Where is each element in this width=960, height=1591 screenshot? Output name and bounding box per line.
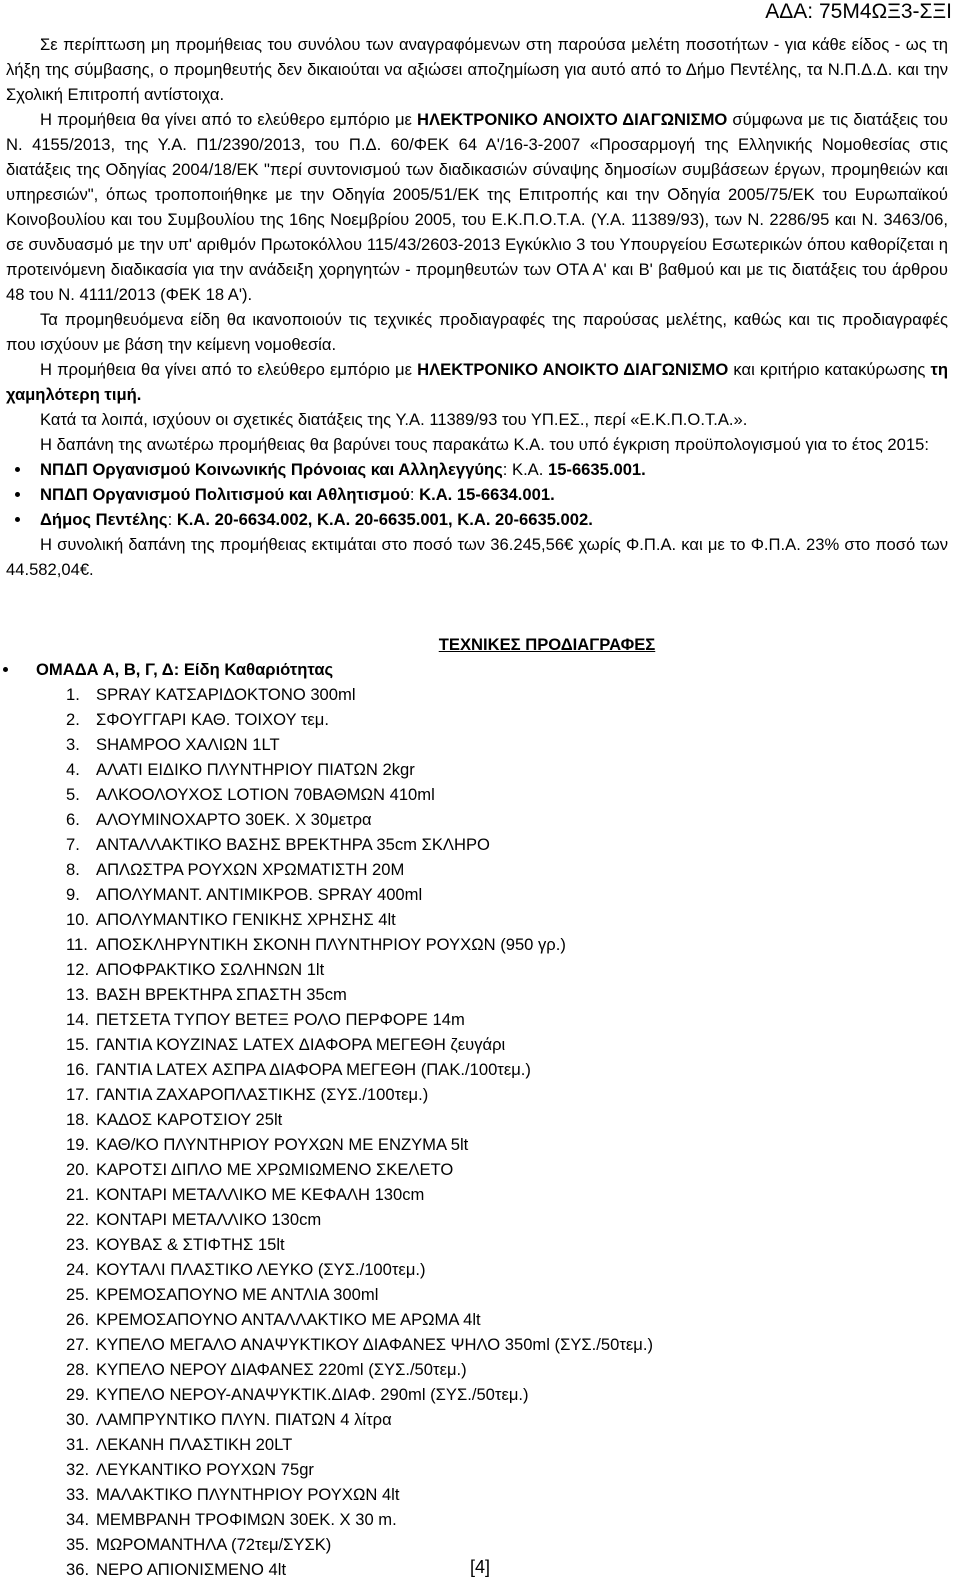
item-number: 30. <box>66 1410 90 1429</box>
item-text: ΚΑΔΟΣ ΚΑΡΟΤΣΙΟΥ 25lt <box>96 1110 283 1129</box>
page-number: [4] <box>469 1557 490 1577</box>
item-text: ΠΕΤΣΕΤΑ ΤΥΠΟΥ ΒΕΤΕΞ ΡΟΛΟ ΠΕΡΦΟΡΕ 14m <box>96 1010 465 1029</box>
spec-item <box>66 1257 948 1282</box>
item-text: SHAMPOO ΧΑΛΙΩΝ 1LT <box>96 735 280 754</box>
budget-item <box>32 457 948 482</box>
item-text: ΜΕΜΒΡΑΝΗ ΤΡΟΦΙΜΩΝ 30ΕΚ. Χ 30 m. <box>96 1510 397 1529</box>
item-number: 34. <box>66 1510 90 1529</box>
spec-item <box>66 1432 948 1457</box>
item-number: 23. <box>66 1235 90 1254</box>
item-text: ΑΝΤΑΛΛΑΚΤΙΚΟ ΒΑΣΗΣ ΒΡΕΚΤΗΡΑ 35cm ΣΚΛΗΡΟ <box>96 835 490 854</box>
item-number: 12. <box>66 960 90 979</box>
bold-span: ΗΛΕΚΤΡΟΝΙΚΟ ΑΝΟΙΧΤΟ ΔΙΑΓΩΝΙΣΜΟ <box>417 110 728 129</box>
spec-item <box>66 1157 948 1182</box>
spec-item <box>66 1107 948 1132</box>
item-number: 36. <box>66 1560 90 1579</box>
budget-item <box>32 482 948 507</box>
item-number: 26. <box>66 1310 90 1329</box>
spec-item <box>66 1457 948 1482</box>
spec-item <box>66 832 948 857</box>
item-number: 21. <box>66 1185 90 1204</box>
item-text: ΛΕΚΑΝΗ ΠΛΑΣΤΙΚΗ 20LT <box>96 1435 293 1454</box>
bold-span: Κ.Α. 20-6634.002, Κ.Α. 20-6635.001, Κ.Α. 20-6635.002. <box>176 510 593 529</box>
item-text: ΚΥΠΕΛΟ ΜΕΓΑΛΟ ΑΝΑΨΥΚΤΙΚΟΥ ΔΙΑΦΑΝΕΣ ΨΗΛΟ 350ml (ΣΥΣ./50τεμ.) <box>96 1335 653 1354</box>
spec-item <box>66 1482 948 1507</box>
spec-item <box>66 982 948 1007</box>
text-span: και κριτήριο κατακύρωσης <box>728 360 931 379</box>
item-number: 16. <box>66 1060 90 1079</box>
spec-item <box>66 1507 948 1532</box>
bold-span: ΝΠΔΠ Οργανισμού Πολιτισμού και Αθλητισμού <box>40 485 410 504</box>
spec-item <box>66 1032 948 1057</box>
spec-item <box>66 782 948 807</box>
spec-item <box>66 1132 948 1157</box>
spec-item <box>66 757 948 782</box>
paragraph-no-compensation: Σε περίπτωση μη προμήθειας του συνόλου των αναγραφόμενων στη παρούσα μελέτη ποσοτήτων - για κάθε είδος - ως τη λήξη της σύμβασης, ο προμηθευτής δεν δικαιούται να αξιώσει αποζημίωση για αυτό από το Δήμο Πεντέλης, τα Ν.Π.Δ.Δ. και την Σχολική Επιτροπή αντίστοιχα. <box>6 35 948 104</box>
spec-item <box>66 732 948 757</box>
item-text: ΒΑΣΗ ΒΡΕΚΤΗΡΑ ΣΠΑΣΤΗ 35cm <box>96 985 347 1004</box>
spec-item <box>66 1407 948 1432</box>
group-list <box>6 657 948 682</box>
item-number: 13. <box>66 985 90 1004</box>
spec-item <box>66 1282 948 1307</box>
bold-span: Κ.Α. 15-6634.001. <box>419 485 555 504</box>
item-number: 14. <box>66 1010 90 1029</box>
text-span: : <box>167 510 177 529</box>
document-body <box>6 32 948 1582</box>
item-number: 5. <box>66 785 80 804</box>
item-number: 7. <box>66 835 80 854</box>
item-text: ΑΠΛΩΣΤΡΑ ΡΟΥΧΩΝ ΧΡΩΜΑΤΙΣΤΗ 20Μ <box>96 860 405 879</box>
item-number: 19. <box>66 1135 90 1154</box>
spec-item <box>66 1332 948 1357</box>
spec-item <box>66 1307 948 1332</box>
ada-code: ΑΔΑ: 75Μ4ΩΞ3-ΣΞΙ <box>765 0 952 23</box>
item-number: 3. <box>66 735 80 754</box>
text-span: Η προμήθεια θα γίνει από το ελεύθερο εμπόριο με <box>40 360 418 379</box>
item-number: 20. <box>66 1160 90 1179</box>
item-text: ΓΑΝΤΙΑ ΚΟΥΖΙΝΑΣ LATEX ΔΙΑΦΟΡΑ ΜΕΓΕΘΗ ζευγάρι <box>96 1035 506 1054</box>
item-text: ΚΑΡΟΤΣΙ ΔΙΠΛΟ ΜΕ ΧΡΩΜΙΩΜΕΝΟ ΣΚΕΛΕΤΟ <box>96 1160 454 1179</box>
item-text: ΑΠΟΛΥΜΑΝΤ. ΑΝΤΙΜΙΚΡΟΒ. SPRAY 400ml <box>96 885 423 904</box>
item-text: ΚΥΠΕΛΟ ΝΕΡΟΥ ΔΙΑΦΑΝΕΣ 220ml (ΣΥΣ./50τεμ.) <box>96 1360 467 1379</box>
item-number: 15. <box>66 1035 90 1054</box>
spec-item <box>66 932 948 957</box>
item-number: 28. <box>66 1360 90 1379</box>
spec-item <box>66 1532 948 1557</box>
item-number: 35. <box>66 1535 90 1554</box>
group-title: ΟΜΑΔΑ Α, Β, Γ, Δ: Είδη Καθαριότητας <box>36 660 334 679</box>
spec-item <box>66 1232 948 1257</box>
spec-item <box>66 807 948 832</box>
text-span: σύμφωνα με τις διατάξεις του Ν. 4155/2013, της Υ.Α. Π1/2390/2013, του Π.Δ. 60/ΦΕΚ 64 Α'/16-3-2007 «Προσαρμογή της Ελληνικής Νομοθεσίας στις διατάξεις της Οδηγίας 2004/18/ΕΚ "περί συντονισμού των διαδικασιών σύναψης δημοσίων συμβάσεων έργων, προμηθειών και υπηρεσιών", όπως τροποποιήθηκε με την Οδηγία 2005/51/ΕΚ της Επιτροπής και την Οδηγία 2005/75/ΕΚ του Ευρωπαϊκού Κοινοβουλίου και του Συμβουλίου της 16ης Νοεμβρίου 2005, του Ε.Κ.Π.Ο.Τ.Α. (Υ.Α. 11389/93), των Ν. 2286/95 και Ν. 3463/06, σε συνδυασμό με την υπ' αριθμόν Πρωτοκόλλου 115/43/2603-2013 Εγκύκλιο 3 του Υπουργείου Εσωτερικών όπου καθορίζεται η προτεινόμενη διαδικασία για την ανάδειξη χορηγητών - προμηθευτών των ΟΤΑ Α' και Β' βαθμού και με τις διατάξεις του άρθρου 48 του Ν. 4111/2013 (ΦΕΚ 18 Α'). <box>6 110 948 304</box>
item-text: SPRAY ΚΑΤΣΑΡΙΔΟΚΤΟΝΟ 300ml <box>96 685 356 704</box>
item-text: ΚΟΝΤΑΡΙ ΜΕΤΑΛΛΙΚΟ 130cm <box>96 1210 322 1229</box>
paragraph-total-cost: Η συνολική δαπάνη της προμήθειας εκτιμάται στο ποσό των 36.245,56€ χωρίς Φ.Π.Α. και με το Φ.Π.Α. 23% στο ποσό των 44.582,04€. <box>6 535 948 579</box>
paragraph-budget-intro: Η δαπάνη της ανωτέρω προμήθειας θα βαρύνει τους παρακάτω Κ.Α. του υπό έγκριση προϋπολογισμού για το έτος 2015: <box>40 435 929 454</box>
spec-item <box>66 882 948 907</box>
item-number: 2. <box>66 710 80 729</box>
item-number: 22. <box>66 1210 90 1229</box>
budget-item <box>32 507 948 532</box>
spec-item <box>66 707 948 732</box>
spec-item <box>66 1382 948 1407</box>
item-number: 33. <box>66 1485 90 1504</box>
item-text: ΚΡΕΜΟΣΑΠΟΥΝΟ ΑΝΤΑΛΛΑΚΤΙΚΟ ΜΕ ΑΡΩΜΑ 4lt <box>96 1310 481 1329</box>
spec-items-list <box>6 682 948 1582</box>
spec-item <box>66 1057 948 1082</box>
paragraph-award-criterion <box>6 357 948 407</box>
spec-item <box>66 907 948 932</box>
item-text: ΑΛΚΟΟΛΟΥΧΟΣ LOTION 70ΒΑΘΜΩΝ 410ml <box>96 785 435 804</box>
item-text: ΑΠΟΣΚΛΗΡΥΝΤΙΚΗ ΣΚΟΝΗ ΠΛΥΝΤΗΡΙΟΥ ΡΟΥΧΩΝ (950 γρ.) <box>96 935 566 954</box>
budget-list <box>6 457 948 532</box>
paragraph-other-provisions: Κατά τα λοιπά, ισχύουν οι σχετικές διατάξεις της Υ.Α. 11389/93 του ΥΠ.ΕΣ., περί «Ε.Κ.Π.Ο.Τ.Α.». <box>40 410 748 429</box>
spec-item <box>66 857 948 882</box>
item-number: 9. <box>66 885 80 904</box>
paragraph-procurement-legal <box>6 107 948 307</box>
item-number: 24. <box>66 1260 90 1279</box>
item-text: ΓΑΝΤΙΑ ΖΑΧΑΡΟΠΛΑΣΤΙΚΗΣ (ΣΥΣ./100τεμ.) <box>96 1085 429 1104</box>
spacer <box>6 582 948 632</box>
bold-span: Δήμος Πεντέλης <box>40 510 168 529</box>
bold-span: 15-6635.001. <box>547 460 646 479</box>
item-text: ΚΑΘ/ΚΟ ΠΛΥΝΤΗΡΙΟΥ ΡΟΥΧΩΝ ΜΕ ΕΝΖΥΜΑ 5lt <box>96 1135 469 1154</box>
spec-item <box>66 1207 948 1232</box>
item-number: 6. <box>66 810 80 829</box>
item-text: ΑΠΟΦΡΑΚΤΙΚΟ ΣΩΛΗΝΩΝ 1lt <box>96 960 325 979</box>
spec-item <box>66 1082 948 1107</box>
item-number: 31. <box>66 1435 90 1454</box>
bold-span: τη χαμηλότερη τιμή. <box>6 360 949 404</box>
item-text: ΚΟΝΤΑΡΙ ΜΕΤΑΛΛΙΚΟ ΜΕ ΚΕΦΑΛΗ 130cm <box>96 1185 425 1204</box>
spec-item <box>66 1357 948 1382</box>
item-number: 27. <box>66 1335 90 1354</box>
text-span: : Κ.Α. <box>502 460 548 479</box>
bold-span: ΝΠΔΠ Οργανισμού Κοινωνικής Πρόνοιας και Αλληλεγγύης <box>40 460 503 479</box>
spec-heading: ΤΕΧΝΙΚΕΣ ΠΡΟΔΙΑΓΡΑΦΕΣ <box>438 635 656 654</box>
item-number: 29. <box>66 1385 90 1404</box>
item-text: ΑΛΟΥΜΙΝΟΧΑΡΤΟ 30ΕΚ. Χ 30μετρα <box>96 810 372 829</box>
item-text: ΛΑΜΠΡΥΝΤΙΚΟ ΠΛΥΝ. ΠΙΑΤΩΝ 4 λίτρα <box>96 1410 392 1429</box>
item-number: 11. <box>66 935 88 954</box>
text-span: Η προμήθεια θα γίνει από το ελεύθερο εμπόριο με <box>40 110 418 129</box>
bold-span: ΗΛΕΚΤΡΟΝΙΚΟ ΑΝΟΙΚΤΟ ΔΙΑΓΩΝΙΣΜΟ <box>417 360 729 379</box>
item-text: ΑΠΟΛΥΜΑΝΤΙΚΟ ΓΕΝΙΚΗΣ ΧΡΗΣΗΣ 4lt <box>96 910 396 929</box>
item-text: ΣΦΟΥΓΓΑΡΙ ΚΑΘ. ΤΟΙΧΟΥ τεμ. <box>96 710 329 729</box>
item-text: ΚΡΕΜΟΣΑΠΟΥΝΟ ΜΕ ΑΝΤΛΙΑ 300ml <box>96 1285 379 1304</box>
group-item <box>20 657 948 682</box>
item-number: 8. <box>66 860 80 879</box>
item-number: 25. <box>66 1285 90 1304</box>
item-text: ΚΟΥΤΑΛΙ ΠΛΑΣΤΙΚΟ ΛΕΥΚΟ (ΣΥΣ./100τεμ.) <box>96 1260 426 1279</box>
item-text: ΜΑΛΑΚΤΙΚΟ ΠΛΥΝΤΗΡΙΟΥ ΡΟΥΧΩΝ 4lt <box>96 1485 400 1504</box>
item-number: 17. <box>66 1085 90 1104</box>
paragraph-specifications: Τα προμηθευόμενα είδη θα ικανοποιούν τις τεχνικές προδιαγραφές της παρούσας μελέτης, καθώς και τις προδιαγραφές που ισχύουν με βάση την κείμενη νομοθεσία. <box>6 310 948 354</box>
spec-item <box>66 1182 948 1207</box>
spec-item <box>66 957 948 982</box>
item-text: ΓΑΝΤΙΑ LATEX ΑΣΠΡΑ ΔΙΑΦΟΡΑ ΜΕΓΕΘΗ (ΠΑΚ./100τεμ.) <box>96 1060 531 1079</box>
item-number: 1. <box>66 685 80 704</box>
item-number: 10. <box>66 910 90 929</box>
item-number: 32. <box>66 1460 90 1479</box>
item-text: ΑΛΑΤΙ ΕΙΔΙΚΟ ΠΛΥΝΤΗΡΙΟΥ ΠΙΑΤΩΝ 2kgr <box>96 760 415 779</box>
item-text: ΜΩΡΟΜΑΝΤΗΛΑ (72τεμ/ΣΥΣΚ) <box>96 1535 332 1554</box>
item-text: ΝΕΡΟ ΑΠΙΟΝΙΣΜΕΝΟ 4lt <box>96 1560 287 1579</box>
item-text: ΚΟΥΒΑΣ & ΣΤΙΦΤΗΣ 15lt <box>96 1235 285 1254</box>
item-number: 18. <box>66 1110 90 1129</box>
item-number: 4. <box>66 760 80 779</box>
spec-item <box>66 1007 948 1032</box>
item-text: ΚΥΠΕΛΟ ΝΕΡΟΥ-ΑΝΑΨΥΚΤΙΚ.ΔΙΑΦ. 290ml (ΣΥΣ./50τεμ.) <box>96 1385 529 1404</box>
text-span: : <box>409 485 420 504</box>
item-text: ΛΕΥΚΑΝΤΙΚΟ ΡΟΥΧΩΝ 75gr <box>96 1460 314 1479</box>
spec-item <box>66 682 948 707</box>
